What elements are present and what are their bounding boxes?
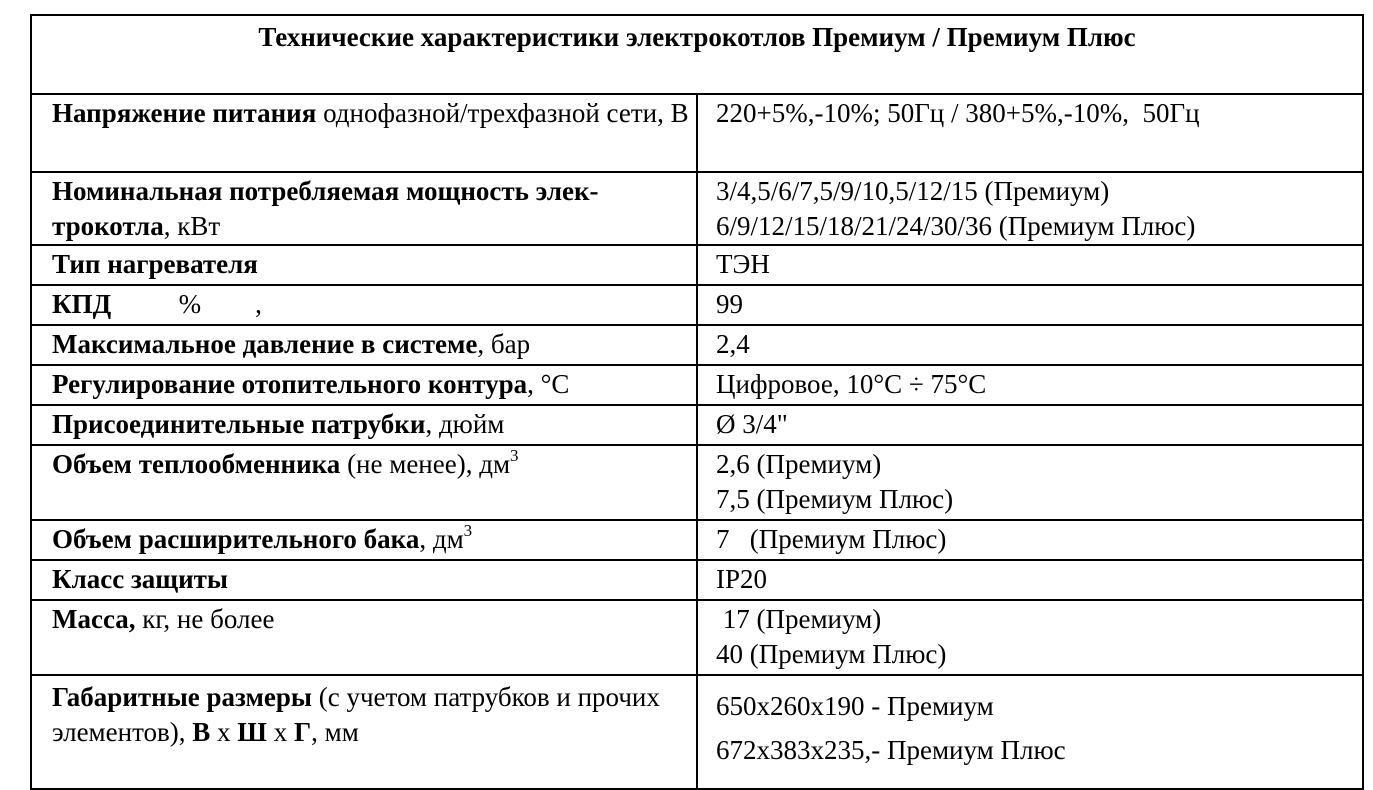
row-label: [31, 365, 697, 405]
dimension-width-letter: Ш: [237, 717, 267, 747]
row-value: [697, 285, 1363, 325]
table-row: [31, 675, 1363, 789]
table-row: [31, 405, 1363, 445]
row-label: [31, 245, 697, 285]
dimension-unit: , мм: [311, 717, 359, 747]
row-label-rest: (не менее), дм: [340, 449, 511, 479]
row-label-rest: , кВт: [163, 211, 221, 241]
row-label-bold: Объем теплообменника: [52, 449, 341, 479]
row-value-line: 2,4: [716, 329, 750, 359]
specifications-table: [30, 14, 1364, 790]
table-title: Технические характеристики электрокотлов Премиум / Премиум Плюс: [31, 15, 1363, 94]
row-value: [697, 405, 1363, 445]
row-value-line: 650х260х190 - Премиум: [716, 691, 994, 721]
row-label-bold: Номинальная потребляемая мощность элек-трокотла: [52, 176, 599, 241]
row-label: [31, 285, 697, 325]
superscript: 3: [463, 521, 473, 540]
row-label-bold: Масса,: [52, 604, 136, 634]
table-row: [31, 365, 1363, 405]
row-value-line: 99: [716, 289, 743, 319]
row-value-line: 7 (Премиум Плюс): [716, 524, 947, 554]
row-label-rest: (с учетом патрубков и прочих элементов),: [52, 682, 660, 747]
row-value-line: 6/9/12/15/18/21/24/30/36 (Премиум Плюс): [716, 211, 1196, 241]
row-label: [31, 600, 697, 675]
row-label-bold: Объем расширительного бака: [52, 524, 420, 554]
row-label: [31, 520, 697, 560]
row-value: [697, 325, 1363, 365]
row-label-bold: Присоединительные патрубки: [52, 409, 426, 439]
table-row: [31, 172, 1363, 245]
row-value: [697, 365, 1363, 405]
row-value-line: 3/4,5/6/7,5/9/10,5/12/15 (Премиум): [716, 176, 1110, 206]
row-label-bold: Регулирование отопительного контура: [52, 369, 528, 399]
row-label-rest: % ,: [111, 289, 262, 319]
table-row: [31, 445, 1363, 520]
row-label: [31, 94, 697, 172]
row-value-line: Ø 3/4": [716, 409, 788, 439]
row-label-rest: , °С: [527, 369, 570, 399]
row-value: [697, 94, 1363, 172]
row-value-line: Цифровое, 10°С ÷ 75°С: [716, 369, 987, 399]
row-value-line: 40 (Премиум Плюс): [716, 639, 947, 669]
row-label-bold: Тип нагревателя: [52, 249, 258, 279]
row-value: [697, 172, 1363, 245]
row-value-line: IP20: [716, 564, 768, 594]
row-label-bold: Класс защиты: [52, 564, 228, 594]
table-row: [31, 94, 1363, 172]
row-label-bold: Напряжение питания: [52, 98, 317, 128]
row-value: [697, 245, 1363, 285]
row-label-rest: , бар: [477, 329, 531, 359]
row-label: [31, 445, 697, 520]
table-row: [31, 520, 1363, 560]
row-label: [31, 560, 697, 600]
superscript: 3: [510, 446, 519, 465]
row-label: [31, 675, 697, 789]
table-row: [31, 285, 1363, 325]
row-label-rest: кг, не более: [135, 604, 275, 634]
dimension-separator: х: [210, 717, 238, 747]
row-label: [31, 172, 697, 245]
row-value: [697, 600, 1363, 675]
row-value-line: 7,5 (Премиум Плюс): [716, 484, 954, 514]
row-label-bold: Максимальное давление в системе: [52, 329, 478, 359]
table-row: [31, 600, 1363, 675]
row-label-bold: Габаритные размеры: [52, 682, 312, 712]
row-label: [31, 325, 697, 365]
row-value-line: 672х383х235,- Премиум Плюс: [716, 735, 1066, 765]
row-value-line: 220+5%,-10%; 50Гц / 380+5%,-10%, 50Гц: [716, 98, 1200, 128]
dimension-depth-letter: Г: [293, 717, 312, 747]
table-row: [31, 560, 1363, 600]
row-label-rest: , дюйм: [425, 409, 505, 439]
row-value: [697, 445, 1363, 520]
row-value: [697, 560, 1363, 600]
table-title-row: [31, 15, 1363, 94]
row-label-rest: однофазной/трехфазной сети, В: [316, 98, 689, 128]
row-label-rest: , дм: [419, 524, 464, 554]
row-value: [697, 520, 1363, 560]
table-row: [31, 245, 1363, 285]
dimension-separator: х: [266, 717, 294, 747]
row-value-line: ТЭН: [716, 249, 770, 279]
dimension-height-letter: В: [192, 717, 211, 747]
row-value-line: 2,6 (Премиум): [716, 449, 882, 479]
row-label-bold: КПД: [52, 289, 112, 319]
row-value: [697, 675, 1363, 789]
row-label: [31, 405, 697, 445]
row-value-line: 17 (Премиум): [716, 604, 882, 634]
table-row: [31, 325, 1363, 365]
